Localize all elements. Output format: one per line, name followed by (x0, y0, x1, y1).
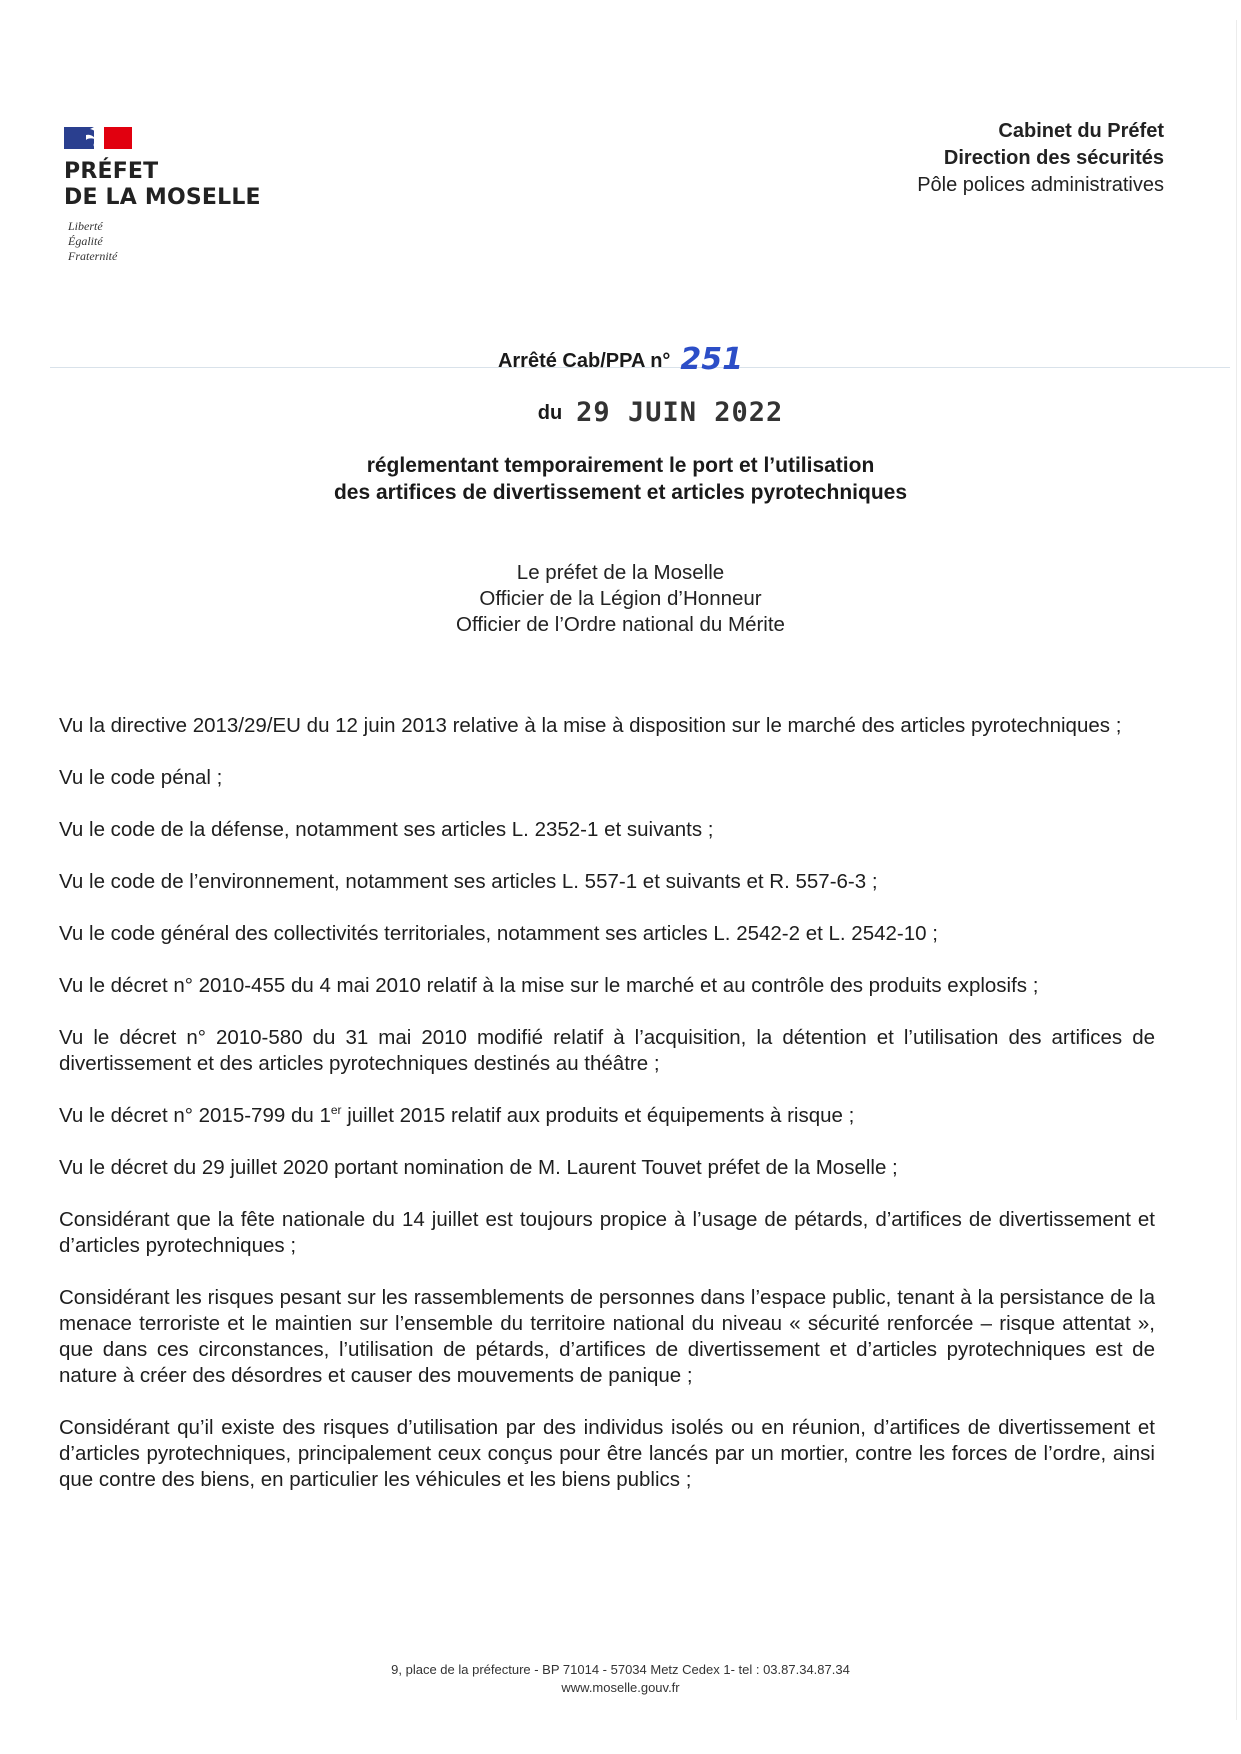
arrete-number-handwritten: 251 (680, 342, 744, 377)
motto-egalite: Égalité (68, 234, 103, 248)
motto-fraternite: Fraternité (68, 249, 118, 263)
arrete-label: Arrêté Cab/PPA n° (497, 350, 671, 372)
scan-edge-line (1236, 20, 1237, 1720)
prefet-titles (0, 560, 1241, 638)
logo-title-line1: PRÉFET (64, 159, 159, 184)
object-line1: réglementant temporairement le port et l’utilisation (366, 454, 875, 477)
visa-code-penal: Vu le code pénal ; (59, 766, 223, 789)
prefecture-logo (64, 125, 324, 264)
prefet-line1: Le préfet de la Moselle (516, 561, 725, 584)
logo-title-line2: DE LA MOSELLE (64, 185, 261, 210)
motto-liberte: Liberté (68, 219, 103, 233)
visa-decret-nomination: Vu le décret du 29 juillet 2020 portant nomination de M. Laurent Touvet préfet de la Moselle ; (59, 1156, 898, 1179)
marianne-flag-icon (64, 125, 132, 151)
date-stamp: 29 JUIN 2022 (576, 397, 784, 428)
visa-decret-2010-580: Vu le décret n° 2010-580 du 31 mai 2010 modifié relatif à l’acquisition, la détention et l’utilisation des artifices de divertissement et des articles pyrotechniques destinés au théâtre ; (59, 1026, 1155, 1075)
prefet-line3: Officier de l’Ordre national du Mérite (456, 613, 785, 636)
arrete-heading (0, 342, 1241, 377)
object-line2: des artifices de divertissement et articles pyrotechniques (333, 481, 908, 504)
service-cabinet: Cabinet du Préfet (998, 120, 1164, 142)
considerant-risques-rassemblements: Considérant les risques pesant sur les rassemblements de personnes dans l’espace public, tenant à la persistance de la menace terroriste et le maintien sur l’ensemble du territoire national du niveau « sécurité renforcée – risque attentat », que dans ces circonstances, l’utilisation de pétards, d’artifices de divertissement et d’articles pyrotechniques est de nature à créer des désordres et causer des mouvements de panique ; (59, 1286, 1155, 1387)
prefet-line2: Officier de la Légion d’Honneur (479, 587, 762, 610)
visa-decret-2015-799 (59, 1103, 1155, 1129)
visa-directive: Vu la directive 2013/29/EU du 12 juin 2013 relative à la mise à disposition sur le marché des articles pyrotechniques ; (59, 714, 1122, 737)
visa-decret-2010-455: Vu le décret n° 2010-455 du 4 mai 2010 relatif à la mise sur le marché et au contrôle des produits explosifs ; (59, 974, 1039, 997)
service-pole: Pôle polices administratives (917, 174, 1164, 196)
visa-decret-2015-799-end: juillet 2015 relatif aux produits et équipements à risque ; (341, 1104, 855, 1127)
visa-cgct: Vu le code général des collectivités territoriales, notamment ses articles L. 2542-2 et L. 2542-10 ; (59, 922, 938, 945)
considerant-fete-nationale: Considérant que la fête nationale du 14 juillet est toujours propice à l’usage de pétards, d’artifices de divertissement et d’articles pyrotechniques ; (59, 1208, 1155, 1257)
footer-address: 9, place de la préfecture - BP 71014 - 57034 Metz Cedex 1- tel : 03.87.34.87.34 (391, 1662, 850, 1677)
arrete-date (40, 397, 1241, 428)
visa-decret-2015-799-start: Vu le décret n° 2015-799 du 1 (59, 1104, 331, 1127)
service-direction: Direction des sécurités (943, 147, 1164, 169)
visa-code-defense: Vu le code de la défense, notamment ses articles L. 2352-1 et suivants ; (59, 818, 714, 841)
considerant-risques-utilisation: Considérant qu’il existe des risques d’utilisation par des individus isolés ou en réunion, d’artifices de divertissement et d’articles pyrotechniques, principalement ceux conçus pour être lancés par un mortier, contre les forces de l’ordre, ainsi que contre des biens, en particulier les véhicules et les biens publics ; (59, 1416, 1155, 1491)
superscript-er: er (330, 1103, 342, 1118)
arrete-object (0, 452, 1241, 506)
arrete-body (59, 713, 1155, 1519)
date-prefix: du (537, 402, 563, 424)
republic-motto (64, 219, 324, 264)
visa-code-environnement: Vu le code de l’environnement, notamment ses articles L. 557-1 et suivants et R. 557-6-3 ; (59, 870, 878, 893)
page-footer (0, 1661, 1241, 1697)
issuing-service (917, 118, 1164, 199)
footer-website: www.moselle.gouv.fr (561, 1680, 680, 1695)
